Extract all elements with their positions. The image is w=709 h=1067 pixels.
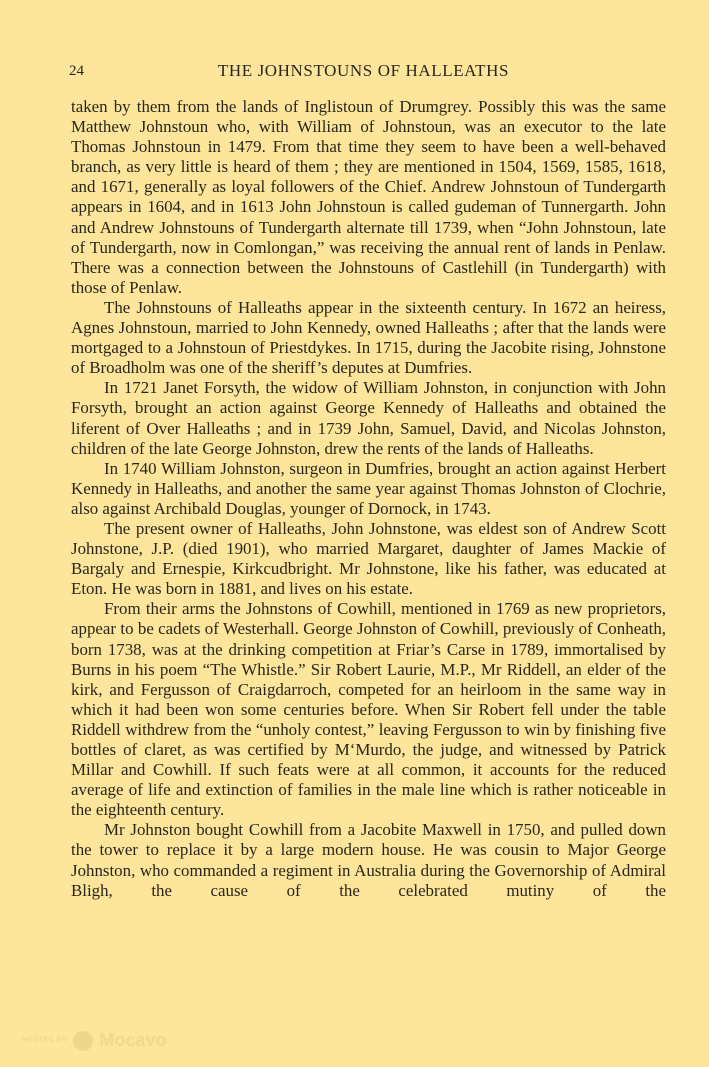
paragraph: In 1740 William Johnston, surgeon in Dumfries, brought an action against Herbert Kennedy in Halleaths, and another the same year against Thomas Johnston of Clochrie, also against Archibald Douglas, younger of Dornock, in 1743.: [71, 458, 666, 518]
watermark-hosted-by: HOSTED BY: [22, 1037, 68, 1044]
page-number: 24: [69, 63, 84, 79]
body-text: [71, 97, 666, 901]
paragraph: taken by them from the lands of Inglistoun of Drumgrey. Possibly this was the same Matthew Johnstoun who, with William of Johnstoun, was an executor to the late Thomas Johnstoun in 1479. From that time they seem to have been a well-behaved branch, as very little is heard of them ; they are mentioned in 1504, 1569, 1585, 1618, and 1671, generally as loyal followers of the Chief. Andrew Johnstoun of Tundergarth appears in 1604, and in 1613 John Johnstoun is called gudeman of Tunnergarth. John and Andrew Johnstouns of Tundergarth alternate till 1739, when “John Johnstoun, late of Tundergarth, now in Comlongan,” was receiving the annual rent of lands in Penlaw. There was a connection between the Johnstouns of Castlehill (in Tundergarth) with those of Penlaw.: [71, 97, 666, 297]
paragraph: From their arms the Johnstons of Cowhill, mentioned in 1769 as new proprietors, appear to be cadets of Westerhall. George Johnston of Cowhill, previously of Conheath, born 1738, was at the drinking competition at Friar’s Carse in 1789, immortalised by Burns in his poem “The Whistle.” Sir Robert Laurie, M.P., Mr Riddell, an elder of the kirk, and Fergusson of Craigdarroch, competed for an heirloom in the same way in which it had been won some centuries before. When Sir Robert fell under the table Riddell withdrew from the “unholy contest,” leaving Fergusson to win by finishing five bottles of claret, as was certified by M‘Murdo, the judge, and witnessed by Patrick Millar and Cowhill. If such feats were at all common, it accounts for the reduced average of life and extinction of families in the male line which is rather noticeable in the eighteenth century.: [71, 599, 666, 820]
paragraph: The present owner of Halleaths, John Johnstone, was eldest son of Andrew Scott Johnstone, J.P. (died 1901), who married Margaret, daughter of James Mackie of Bargaly and Ernespie, Kirkcudbright. Mr Johnstone, like his father, was educated at Eton. He was born in 1881, and lives on his estate.: [71, 518, 666, 599]
mocavo-logo-icon: [73, 1031, 93, 1051]
running-head: THE JOHNSTOUNS OF HALLEATHS: [217, 61, 510, 80]
watermark: [22, 1030, 166, 1051]
paragraph: The Johnstouns of Halleaths appear in the sixteenth century. In 1672 an heiress, Agnes Johnstoun, married to John Kennedy, owned Halleaths ; after that the lands were mortgaged to a Johnstoun of Priestdykes. In 1715, during the Jacobite rising, Johnstone of Broadholm was one of the sheriff’s deputes at Dumfries.: [71, 297, 666, 378]
watermark-brand: Mocavo: [99, 1030, 167, 1050]
paragraph: In 1721 Janet Forsyth, the widow of William Johnston, in conjunction with John Forsyth, brought an action against George Kennedy of Halleaths and obtained the liferent of Over Halleaths ; and in 1739 John, Samuel, David, and Nicolas Johnston, children of the late George Johnston, drew the rents of the lands of Halleaths.: [71, 378, 666, 458]
paragraph: Mr Johnston bought Cowhill from a Jacobite Maxwell in 1750, and pulled down the tower to replace it by a large modern house. He was cousin to Major George Johnston, who commanded a regiment in Australia during the Governorship of Admiral Bligh, the cause of the celebrated mutiny of the: [71, 820, 666, 900]
